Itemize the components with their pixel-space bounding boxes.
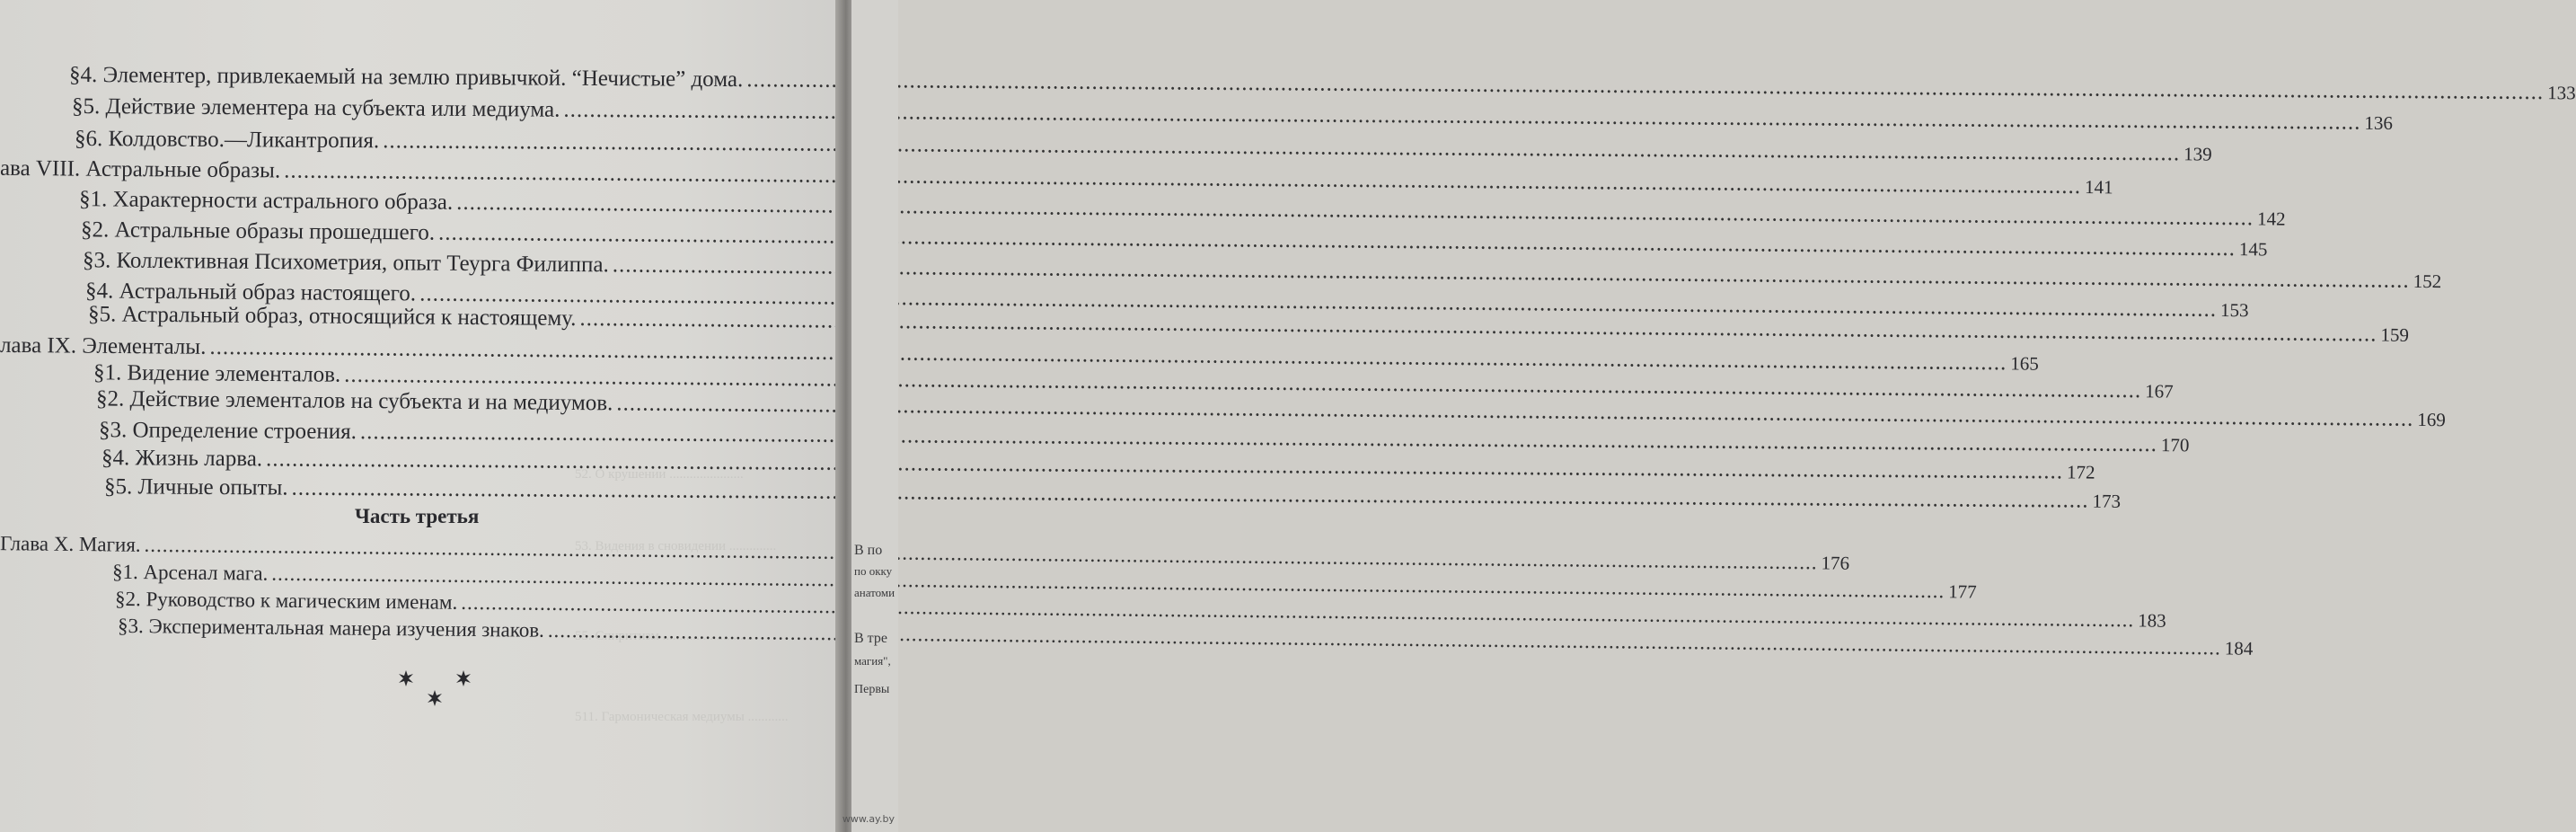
show-through-text: 52. О крушении ...................... [575,467,744,482]
toc-entry-page: 136 [2364,111,2393,134]
toc-entry-page: 177 [1948,580,1977,603]
toc-entry [68,62,2576,104]
toc-entry-title: §3. Коллективная Психометрия, опыт Теурга Филиппа. [82,248,609,278]
toc-entry-page: 145 [2238,238,2268,261]
toc-entry-title: §5. Личные опыты. [103,474,288,500]
toc-entry-title: §2. Руководство к магическим именам. [114,587,458,614]
toc-entry-page: 169 [2417,408,2446,431]
show-through-text: 55. Спиритизм ........................... [575,629,754,643]
toc-entry-title: §3. Определение строения. [98,418,357,445]
adjacent-page-text: Первы [854,683,890,696]
asterism-ornament [393,665,483,719]
toc-entry-title: Глава X. Магия. [0,532,141,556]
toc-entry-page: 139 [2183,143,2212,165]
toc-entry-page: 159 [2380,323,2410,346]
toc-entry-page: 172 [2066,461,2095,483]
toc-entry-title: §4. Астральный образ настоящего. [84,279,417,306]
toc-entry [98,417,2190,456]
star-icon [428,690,442,706]
watermark: www.ay.by [842,813,895,825]
show-through-text: 511. Гармоническая медиумы ............ [575,710,789,724]
toc-entry [74,126,2212,165]
toc-entry-title: §4. Жизнь ларва. [101,446,263,472]
star-icon [399,670,413,686]
toc-entry-title: §5. Астральный образ, относящийся к настоящему. [87,302,577,332]
adjacent-page-text: В по [854,543,883,558]
toc-entry-page: 142 [2256,208,2286,230]
toc-entry [80,217,2268,261]
show-through-text: 53. Видения в сновидении .............. [575,539,777,553]
star-icon [456,670,471,686]
adjacent-page [842,0,898,832]
adjacent-page-text: магия", [854,654,891,668]
toc-entry-title: §3. Экспериментальная манера изучения знаков. [117,614,545,642]
toc-entry-page: 141 [2084,176,2113,199]
toc-entry-title: §1. Видение элементалов. [93,360,341,387]
toc-entry-page: 183 [2138,609,2166,632]
toc-entry-page: 133 [2547,82,2576,104]
toc-entry-title: §1. Характерности астрального образа. [78,187,454,215]
toc-entry-page: 152 [2413,270,2442,293]
toc-entry-title: §2. Астральные образы прошедшего. [80,217,436,245]
toc-entry [103,474,2122,512]
toc-entry-page: 153 [2219,298,2249,322]
toc-entry-title: §2. Действие элементалов на субъекта и на медиумов. [95,386,613,416]
toc-entry [71,93,2393,134]
toc-entry-page: 184 [2224,637,2254,659]
toc-entry-title: ава VIII. Астральные образы. [0,155,281,183]
toc-entry-title: лава IX. Элементалы. [0,332,207,359]
toc-entry-page: 165 [2010,352,2039,375]
toc-entry-page: 170 [2160,434,2190,456]
toc-entry-title: §6. Колдовство.—Ликантропия. [74,126,380,154]
adjacent-page-text: В тре [854,631,887,646]
toc-entry-title: §5. Действие элементера на субъекта или медиума. [71,93,560,122]
part-heading: Часть третья [355,505,480,527]
toc-entry-title: §4. Элементер, привлекаемый на землю привычкой. “Нечистые” дома. [68,62,744,93]
toc-chapter [0,155,2113,199]
toc-entry-title: §1. Арсенал мага. [111,560,269,585]
toc-entry-page: 173 [2092,490,2122,512]
adjacent-page-text: по окку [854,564,893,578]
toc-entry [101,445,2095,483]
toc-entry-page: 167 [2145,380,2174,403]
adjacent-page-text: анатоми [854,586,895,599]
toc-entry-page: 176 [1821,552,1850,574]
